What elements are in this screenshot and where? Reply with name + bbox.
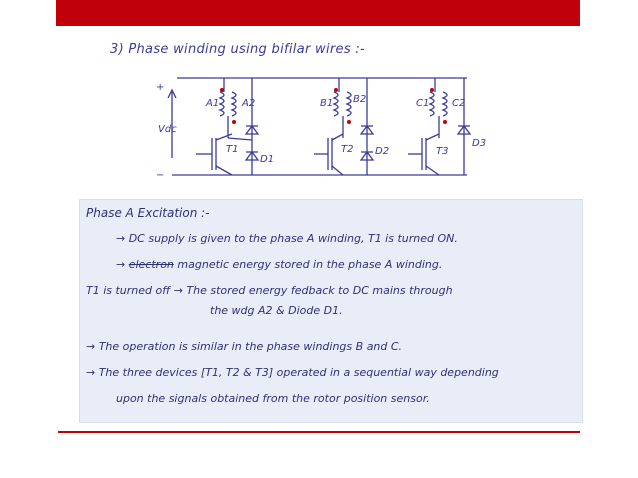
minus-label: − (156, 170, 165, 181)
t3-label: T3 (436, 146, 449, 157)
vdc-label: Vdc (158, 124, 177, 135)
b2-label: B2 (353, 94, 367, 105)
note-line-2-struck: electron (128, 258, 174, 271)
note-line-6: → The three devices [T1, T2 & T3] operated in a sequential way depending (86, 366, 499, 379)
t2-label: T2 (341, 144, 354, 155)
circuit-image (102, 30, 520, 190)
notes-heading: Phase A Excitation :- (86, 206, 210, 220)
note-line-7: upon the signals obtained from the rotor position sensor. (116, 392, 430, 405)
d3-label: D3 (472, 138, 487, 149)
title-accent-bar (56, 0, 580, 26)
d2-label: D2 (375, 146, 390, 157)
notes-image (79, 199, 583, 423)
note-line-4: the wdg A2 & Diode D1. (210, 304, 343, 317)
note-line-2-text: magnetic energy stored in the phase A winding. (177, 258, 443, 271)
footer-accent-line (58, 431, 580, 433)
bifilar-circuit-diagram (102, 30, 520, 190)
c2-label: C2 (452, 98, 466, 109)
note-line-2 (116, 258, 442, 271)
note-line-5: → The operation is similar in the phase windings B and C. (86, 340, 403, 353)
a2-label: A2 (242, 98, 256, 109)
note-line-1: → DC supply is given to the phase A winding, T1 is turned ON. (116, 232, 458, 245)
c1-label: C1 (416, 98, 430, 109)
note-line-2-arrow: → (116, 258, 126, 271)
note-line-3: T1 is turned off → The stored energy fedback to DC mains through (86, 284, 453, 297)
d1-label: D1 (260, 154, 275, 165)
t1-label: T1 (226, 144, 239, 155)
b1-label: B1 (320, 98, 334, 109)
circuit-title: 3) Phase winding using bifilar wires :- (110, 42, 366, 57)
a1-label: A1 (206, 98, 220, 109)
plus-label: + (156, 82, 165, 93)
